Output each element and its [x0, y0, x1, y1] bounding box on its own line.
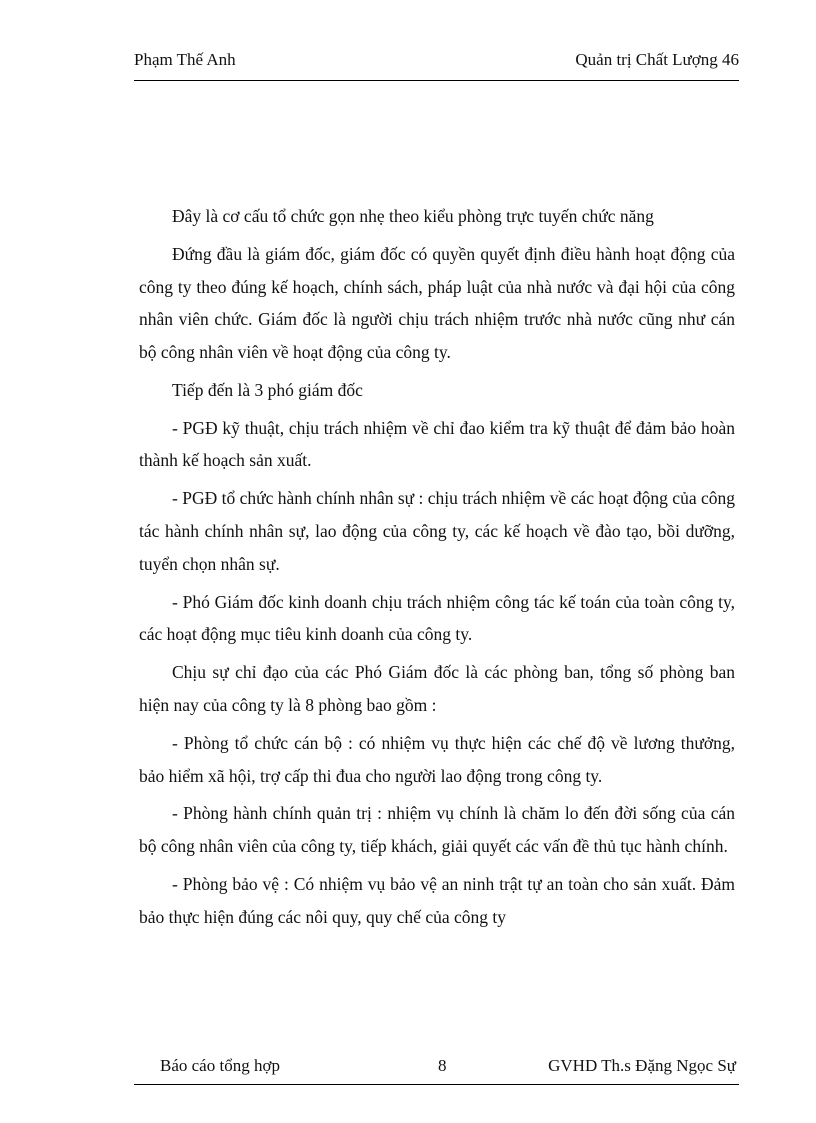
paragraph: - PGĐ kỹ thuật, chịu trách nhiệm về chỉ đao kiểm tra kỹ thuật để đảm bảo hoàn thành kế hoạch sản xuất.: [139, 417, 735, 471]
paragraph: - Phó Giám đốc kinh doanh chịu trách nhiệm công tác kế toán của toàn công ty, các hoạt động mục tiêu kinh doanh của công ty.: [139, 591, 735, 645]
footer-divider: [134, 1084, 739, 1085]
paragraph: - Phòng tổ chức cán bộ : có nhiệm vụ thực hiện các chế độ về lương thưởng, bảo hiểm xã hội, trợ cấp thi đua cho người lao động trong công ty.: [139, 732, 735, 786]
page-number: 8: [438, 1056, 447, 1075]
header-author: Phạm Thế Anh: [134, 50, 236, 69]
paragraph: - Phòng bảo vệ : Có nhiệm vụ bảo vệ an ninh trật tự an toàn cho sản xuất. Đảm bảo thực hiện đúng các nôi quy, quy chế của công ty: [139, 874, 735, 927]
page-footer: [160, 1054, 736, 1078]
paragraph: - Phòng hành chính quản trị : nhiệm vụ chính là chăm lo đến đời sống của cán bộ công nhân viên của công ty, tiếp khách, giải quyết các vấn đề thủ tục hành chính.: [139, 803, 735, 857]
page-header: [134, 48, 739, 72]
header-course: Quản trị Chất Lượng 46: [575, 50, 739, 69]
paragraph: Đây là cơ cấu tổ chức gọn nhẹ theo kiểu phòng trực tuyến chức năng: [172, 206, 654, 226]
paragraph: Đứng đầu là giám đốc, giám đốc có quyền quyết định điều hành hoạt động của công ty theo đúng kế hoạch, chính sách, pháp luật của nhà nước và đại hội của công nhân viên chức. Giám đốc là người chịu trách nhiệm trước nhà nước cũng như cán bộ công nhân viên về hoạt động của công ty.: [139, 243, 735, 362]
paragraph: Chịu sự chỉ đạo của các Phó Giám đốc là các phòng ban, tổng số phòng ban hiện nay của công ty là 8 phòng bao gồm :: [139, 662, 735, 715]
paragraph: - PGĐ tổ chức hành chính nhân sự : chịu trách nhiệm về các hoạt động của công tác hành chính nhân sự, lao động của công ty, các kế hoạch về đào tạo, bồi dưỡng, tuyển chọn nhân sự.: [139, 488, 735, 574]
body-text: [139, 200, 735, 939]
paragraph: Tiếp đến là 3 phó giám đốc: [172, 379, 363, 400]
footer-supervisor: GVHD Th.s Đặng Ngọc Sự: [548, 1056, 736, 1075]
footer-report-title: Báo cáo tổng hợp: [160, 1056, 280, 1075]
header-divider: [134, 80, 739, 81]
